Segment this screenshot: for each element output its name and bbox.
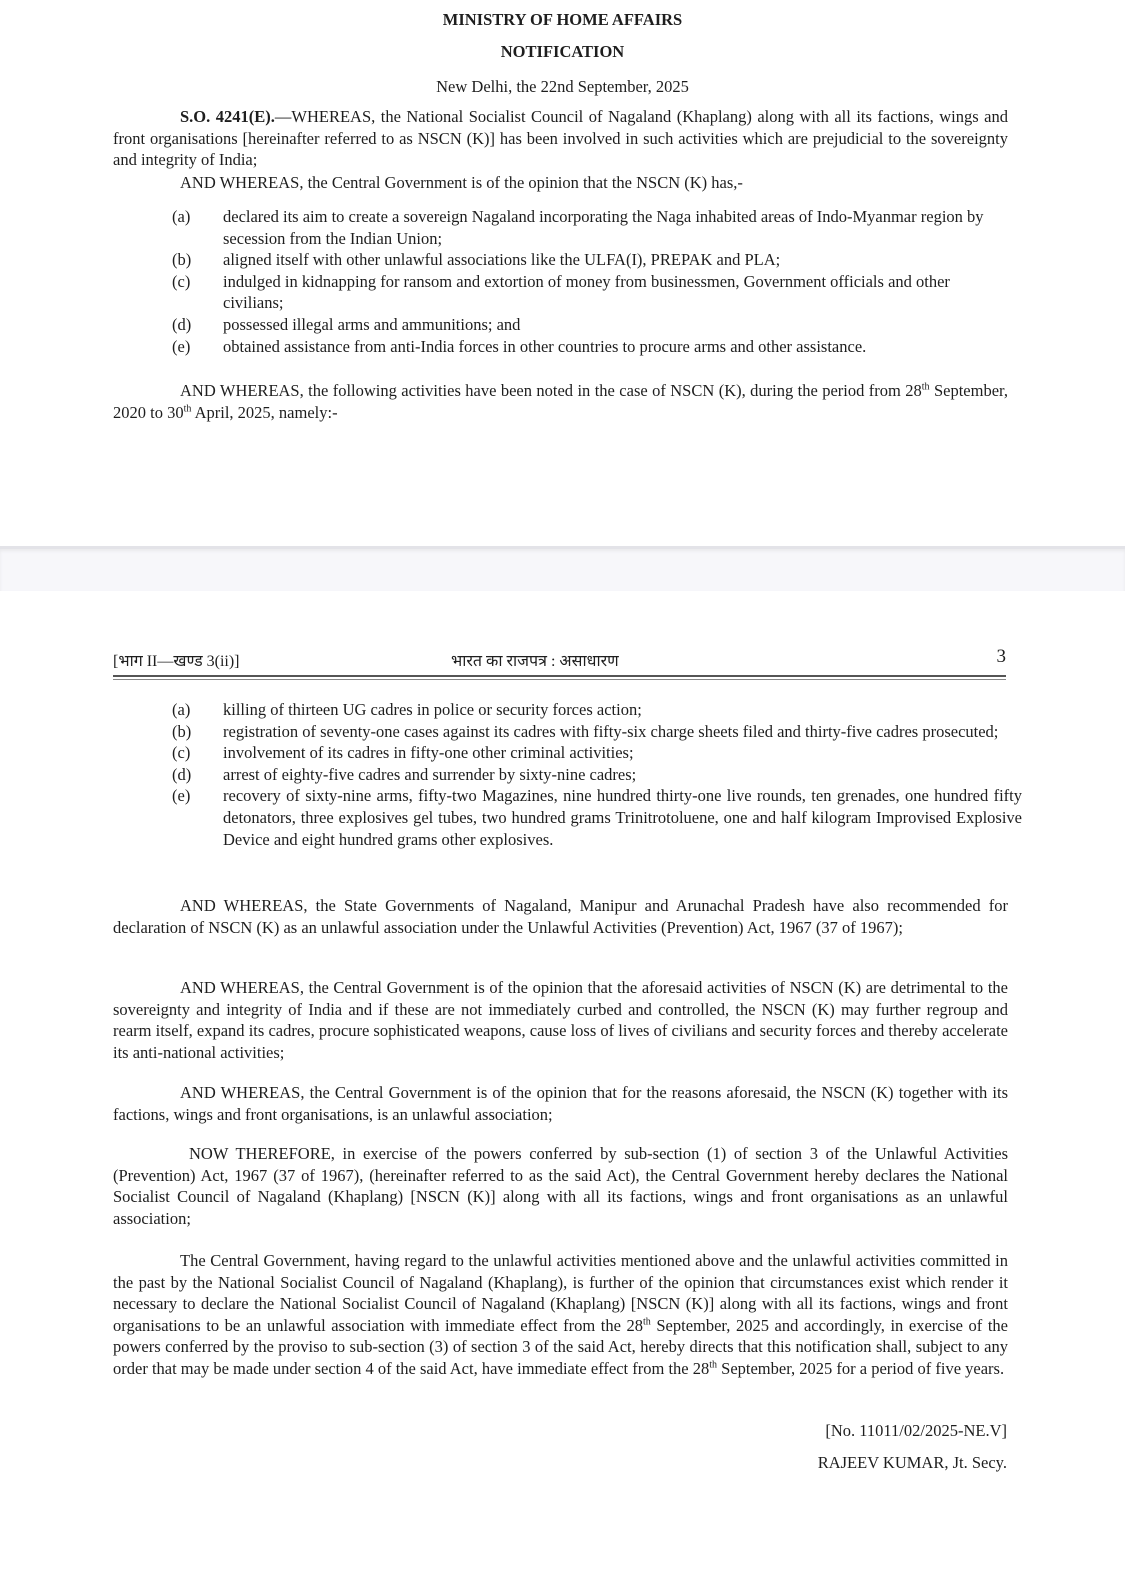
ordinal-suffix: th [183,403,192,415]
header-rule [113,679,1006,680]
paragraph-now-therefore [113,1143,1008,1229]
list-item [172,314,1012,336]
list-item [172,249,1012,271]
list-label: (a) [172,700,191,719]
list-label: (b) [172,250,192,270]
signatory: RAJEEV KUMAR, Jt. Secy. [817,1453,1007,1472]
intro-text: —WHEREAS, the National Socialist Council of Nagaland (Khaplang) along with all its factions, wings and front organisations [hereinafter referred to as NSCN (K)] has been involved in such activities which are prejudicial to the sovereignty and integrity of India; [113,107,1008,170]
date-line: New Delhi, the 22nd September, 2025 [436,77,689,96]
paragraph-detrimental [113,977,1008,1063]
file-number: [No. 11011/02/2025-NE.V] [825,1421,1007,1440]
list-text: recovery of sixty-nine arms, fifty-two Magazines, nine hundred thirty-one live rounds, ten grenades, one hundred fifty detonators, three explosives gel tubes, two hundred grams Trinitrotoluene, one and half kilogram Improvised Explosive Device and eight hundred grams other explosives. [223,786,1022,849]
activities-intro-text: September, 2020 to 30 [113,381,1008,422]
list-item [172,206,1012,249]
list-item [172,721,1022,743]
activities-intro-text: April, 2025, namely:- [191,402,338,422]
paragraph-unlawful-association [113,1082,1008,1125]
paragraph-text: AND WHEREAS, the Central Government is of the opinion that the aforesaid activities of NSCN (K) are detrimental to the sovereignty and integrity of India and if these are not immediately curbed and controlled, the NSCN (K) may further regroup and rearm itself, expand its cadres, procure sophisticated weapons, cause loss of lives of civilians and security forces and thereby accelerate its anti-national activities; [113,978,1008,1062]
list-item [172,336,1012,358]
activity-list [172,699,1022,850]
document-page-2 [0,591,1125,1575]
list-text: possessed illegal arms and ammunitions; and [223,314,521,334]
gazette-header [113,646,1006,673]
ministry-heading: MINISTRY OF HOME AFFAIRS [442,10,683,29]
list-label: (e) [172,336,191,356]
list-text: arrest of eighty-five cadres and surrender by sixty-nine cadres; [223,764,637,784]
document-page-1 [0,0,1125,546]
list-label: (b) [172,721,192,741]
gazette-title: भारत का राजपत्र : असाधारण [451,653,619,670]
activities-intro-text: AND WHEREAS, the following activities have been noted in the case of NSCN (K), during the period from 28 [180,381,922,400]
list-item [172,785,1022,850]
list-label: (a) [172,207,191,226]
paragraph-final-declaration [113,1250,1008,1380]
list-label: (d) [172,314,192,334]
paragraph-state-governments [113,895,1008,938]
list-text: declared its aim to create a sovereign Nagaland incorporating the Naga inhabited areas of Indo-Myanmar region by secession from the Indian Union; [223,207,984,248]
paragraph-text: The Central Government, having regard to the unlawful activities mentioned above and the unlawful activities committed in the past by the National Socialist Council of Nagaland (Khaplang), is further of the opinion that circumstances exist which render it necessary to declare the National Socialist Council of Nagaland (Khaplang) [NSCN (K)] along with all its factions, wings and front organisations to be an unlawful association with immediate effect from the 28 [113,1251,1008,1335]
paragraph-text: AND WHEREAS, the Central Government is of the opinion that for the reasons aforesaid, the NSCN (K) together with its factions, wings and front organisations, is an unlawful association; [113,1083,1008,1124]
paragraph-text: September, 2025 and accordingly, in exercise of the powers conferred by the proviso to sub-section (3) of section 3 of the said Act, hereby directs that this notification shall, subject to any order that may be made under section 4 of the said Act, have immediate effect from the 28 [113,1315,1008,1378]
page-break-divider [0,546,1125,591]
list-label: (c) [172,743,191,763]
list-item [172,764,1022,786]
list-text: obtained assistance from anti-India forces in other countries to procure arms and other assistance. [223,336,867,356]
paragraph-text: September, 2025 for a period of five years. [717,1358,1005,1378]
list-label: (d) [172,764,192,784]
opinion-intro-text: AND WHEREAS, the Central Government is of the opinion that the NSCN (K) has,- [180,173,743,192]
list-text: involvement of its cadres in fifty-one other criminal activities; [223,743,634,763]
page-number: 3 [996,646,1006,667]
activities-intro [113,380,1008,423]
ordinal-suffix: th [921,381,930,393]
header-rule [113,675,1006,677]
paragraph-text: NOW THEREFORE, in exercise of the powers conferred by sub-section (1) of section 3 of the Unlawful Activities (Prevention) Act, 1967 (37 of 1967), (hereinafter referred to as the said Act), the Central Government hereby declares the National Socialist Council of Nagaland (Khaplang) [NSCN (K)] along with all its factions, wings and front organisations as an unlawful association; [113,1144,1008,1228]
ordinal-suffix: th [643,1316,651,1328]
list-item [172,742,1022,764]
paragraph-text: AND WHEREAS, the State Governments of Nagaland, Manipur and Arunachal Pradesh have also recommended for declaration of NSCN (K) as an unlawful association under the Unlawful Activities (Prevention) Act, 1967 (37 of 1967); [113,896,1008,937]
list-item [172,699,1022,721]
list-label: (c) [172,271,191,291]
opinion-intro [113,172,1008,194]
opinion-list [172,206,1012,357]
list-text: indulged in kidnapping for ransom and extortion of money from businessmen, Government officials and other civilians; [223,271,950,313]
list-item [172,271,1012,314]
intro-paragraph [113,106,1008,171]
list-label: (e) [172,786,191,806]
list-text: registration of seventy-one cases against its cadres with fifty-six charge sheets filed and thirty-five cadres prosecuted; [223,721,999,741]
list-text: aligned itself with other unlawful associations like the ULFA(I), PREPAK and PLA; [223,250,781,270]
ordinal-suffix: th [709,1359,718,1371]
notification-heading: NOTIFICATION [500,42,625,61]
so-number: S.O. 4241(E). [180,107,275,126]
list-text: killing of thirteen UG cadres in police or security forces action; [223,700,642,719]
gazette-part-label: [भाग II—खण्ड 3(ii)] [113,653,240,670]
